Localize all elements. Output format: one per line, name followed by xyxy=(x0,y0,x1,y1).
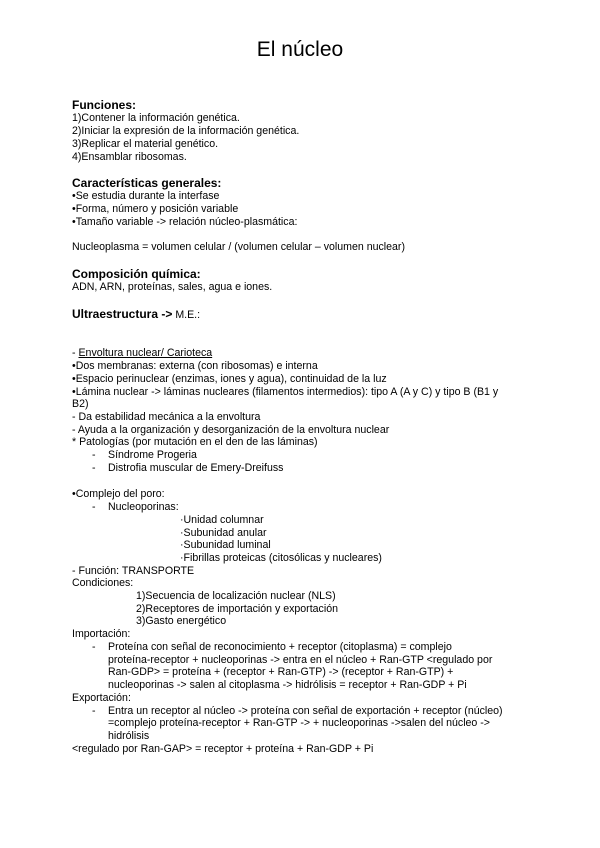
patologia-item: Distrofia muscular de Emery-Dreifuss xyxy=(108,462,284,474)
ultra-heading: Ultraestructura -> xyxy=(72,307,173,321)
list-item: •Forma, número y posición variable xyxy=(72,203,239,215)
section-heading-caracteristicas: Características generales: xyxy=(72,176,222,190)
ultra-suffix: M.E.: xyxy=(175,309,201,321)
condicion-item: 1)Secuencia de localización nuclear (NLS) xyxy=(136,590,336,602)
list-item: * Patologías (por mutación en el den de las láminas) xyxy=(72,436,318,448)
exportacion-line: =complejo proteína-receptor + Ran-GTP -> + nucleoporinas ->salen del núcleo -> xyxy=(108,717,490,729)
composicion-text: ADN, ARN, proteínas, sales, agua e iones. xyxy=(72,281,273,293)
nucleoporinas-label: Nucleoporinas: xyxy=(108,501,179,513)
subunit-item: ·Subunidad anular xyxy=(180,527,267,539)
condicion-item: 2)Receptores de importación y exportación xyxy=(136,603,338,615)
list-item: •Lámina nuclear -> láminas nucleares (filamentos intermedios): tipo A (A y C) y tipo B (B1 y xyxy=(72,386,499,398)
dash-marker: - xyxy=(92,641,96,653)
subunit-item: ·Subunidad luminal xyxy=(180,539,271,551)
list-item: 3)Replicar el material genético. xyxy=(72,138,219,150)
section-heading-composicion: Composición química: xyxy=(72,267,201,281)
exportacion-heading: Exportación: xyxy=(72,692,131,704)
dash-marker: - xyxy=(92,705,96,717)
section-heading-funciones: Funciones: xyxy=(72,98,137,112)
list-item: •Se estudia durante la interfase xyxy=(72,190,220,202)
subunit-item: ·Unidad columnar xyxy=(180,514,264,526)
envoltura-title: Envoltura nuclear/ Carioteca xyxy=(78,347,213,359)
dash-marker: - xyxy=(92,449,96,461)
list-item: - Ayuda a la organización y desorganización de la envoltura nuclear xyxy=(72,424,390,436)
condiciones-heading: Condiciones: xyxy=(72,577,134,589)
importacion-line: Ran-GDP> = proteína + (receptor + Ran-GTP) -> (receptor + Ran-GTP) + xyxy=(108,666,454,678)
importacion-line: nucleoporinas -> salen al citoplasma -> hidrólisis = receptor + Ran-GDP + Pi xyxy=(108,679,467,691)
list-item: 2)Iniciar la expresión de la información genética. xyxy=(72,125,300,137)
list-item: 4)Ensamblar ribosomas. xyxy=(72,151,187,163)
exportacion-line: hidrólisis xyxy=(108,730,150,742)
dash-marker: - xyxy=(92,501,96,513)
section-heading-ultraestructura xyxy=(72,307,200,322)
page-title: El núcleo xyxy=(256,38,344,61)
envoltura-prefix: - xyxy=(72,347,79,359)
dash-marker: - xyxy=(92,462,96,474)
poro-heading: •Complejo del poro: xyxy=(72,488,165,500)
subunit-item: ·Fibrillas proteicas (citosólicas y nucleares) xyxy=(180,552,382,564)
formula: Nucleoplasma = volumen celular / (volumen celular – volumen nuclear) xyxy=(72,241,405,253)
final-line: <regulado por Ran-GAP> = receptor + proteína + Ran-GDP + Pi xyxy=(72,743,374,755)
condicion-item: 3)Gasto energético xyxy=(136,615,227,627)
exportacion-line: Entra un receptor al núcleo -> proteína con señal de exportación + receptor (núcleo) xyxy=(108,705,503,717)
list-item: - Da estabilidad mecánica a la envoltura xyxy=(72,411,261,423)
list-item: •Espacio perinuclear (enzimas, iones y agua), continuidad de la luz xyxy=(72,373,387,385)
envoltura-title-line xyxy=(72,347,212,360)
importacion-line: Proteína con señal de reconocimiento + receptor (citoplasma) = complejo xyxy=(108,641,452,653)
list-item: 1)Contener la información genética. xyxy=(72,112,240,124)
list-item: •Tamaño variable -> relación núcleo-plasmática: xyxy=(72,216,298,228)
patologia-item: Síndrome Progeria xyxy=(108,449,197,461)
importacion-line: proteína-receptor + nucleoporinas -> entra en el núcleo + Ran-GTP <regulado por xyxy=(108,654,493,666)
list-item: •Dos membranas: externa (con ribosomas) e interna xyxy=(72,360,318,372)
funcion-line: - Función: TRANSPORTE xyxy=(72,565,195,577)
list-item: B2) xyxy=(72,398,89,410)
importacion-heading: Importación: xyxy=(72,628,131,640)
